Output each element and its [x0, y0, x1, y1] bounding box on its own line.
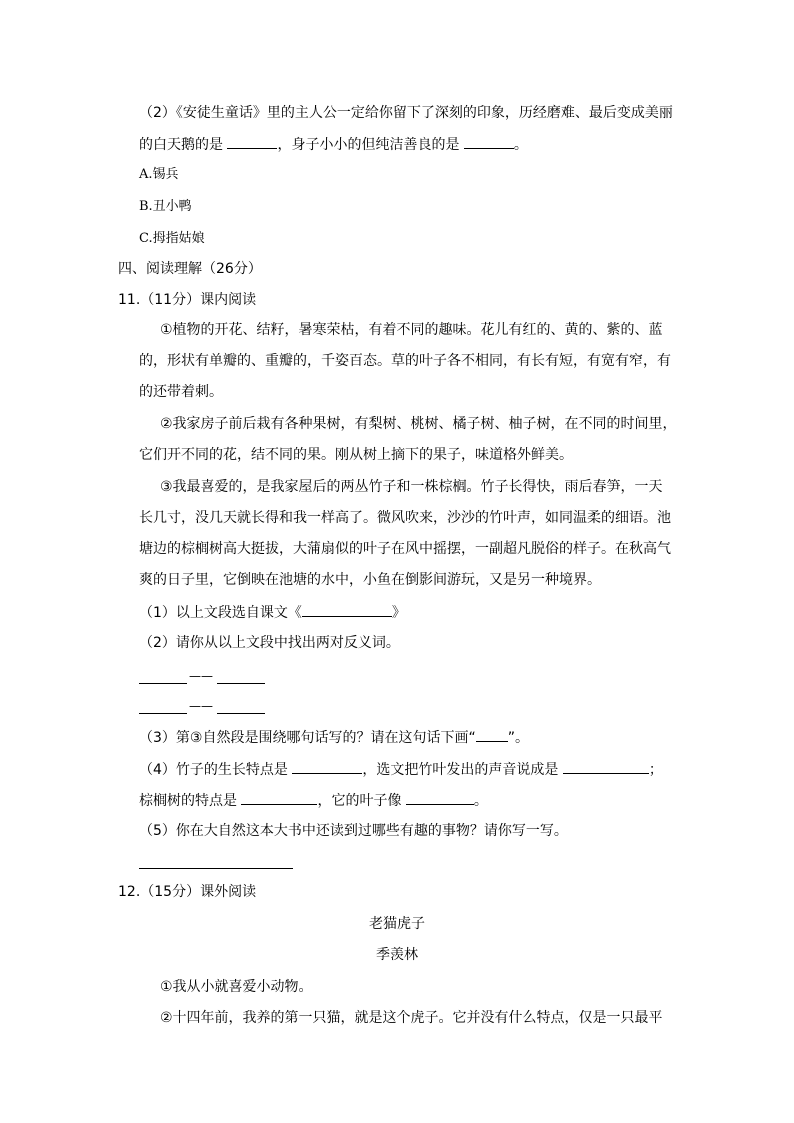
- passage-p1-line: 的还带着刺。: [139, 384, 223, 400]
- answer-blank[interactable]: [476, 727, 508, 742]
- answer-blank[interactable]: [227, 134, 277, 149]
- q2-text-b: ，身子小小的但纯洁善良的是: [277, 137, 464, 153]
- passage-p1-line: 的，形状有单瓣的、重瓣的，千姿百态。草的叶子各不相同，有长有短，有宽有窄，有: [139, 353, 671, 369]
- passage-p3-line: 塘边的棕榈树高大挺拔，大蒲扇似的叶子在风中摇摆，一副超凡脱俗的样子。在秋高气: [139, 541, 671, 557]
- section-title: 四、阅读理解（26分）: [118, 261, 262, 277]
- article-author: 季羡林: [376, 947, 418, 963]
- passage-p2-line: 它们开不同的花，结不同的果。刚从树上摘下的果子，味道格外鲜美。: [139, 447, 573, 463]
- q11-sub3: （3）第③自然段是围绕哪句话写的？请在这句话下画“ ”。: [139, 727, 529, 748]
- q11-heading: 11.（11分）课内阅读: [118, 292, 257, 308]
- q11-sub4-line2: 棕榈树的特点是 ，它的叶子像 。: [139, 790, 488, 811]
- passage-p2-line: ②我家房子前后栽有各种果树，有梨树、桃树、橘子树、柚子树，在不同的时间里，: [160, 416, 677, 432]
- passage-p1-line: ①植物的开花、结籽，暑寒荣枯，有着不同的趣味。花儿有红的、黄的、紫的、蓝: [160, 322, 663, 338]
- q11-sub1: （1）以上文段选自课文《 》: [139, 602, 406, 623]
- answer-blank[interactable]: [406, 790, 474, 805]
- answer-blank[interactable]: [139, 868, 293, 869]
- passage-p3-line: 爽的日子里，它倒映在池塘的水中，小鱼在倒影间游玩，又是另一种境界。: [139, 572, 601, 588]
- q2-text-a: 的白天鹅的是: [139, 137, 228, 153]
- q12-heading: 12.（15分）课外阅读: [118, 884, 257, 900]
- option-c: C.拇指姑娘: [139, 231, 205, 246]
- passage-p3-line: ③我最喜爱的，是我家屋后的两丛竹子和一株棕榈。竹子长得快，雨后春笋，一天: [160, 479, 663, 495]
- q11-sub5: （5）你在大自然这本大书中还读到过哪些有趣的事物？请你写一写。: [139, 823, 568, 839]
- answer-blank[interactable]: [464, 134, 514, 149]
- answer-blank[interactable]: [139, 683, 187, 684]
- answer-blank[interactable]: [217, 713, 265, 714]
- q11-sub2: （2）请你从以上文段中找出两对反义词。: [139, 635, 400, 651]
- dash: ——: [189, 669, 213, 683]
- q2-line1: （2）《安徒生童话》里的主人公一定给你留下了深刻的印象，历经磨难、最后变成美丽: [139, 105, 673, 121]
- article-p1: ①我从小就喜爱小动物。: [160, 979, 313, 995]
- q2-text-c: 。: [513, 137, 528, 153]
- answer-blank[interactable]: [217, 683, 265, 684]
- dash: ——: [189, 699, 213, 713]
- article-p2: ②十四年前，我养的第一只猫，就是这个虎子。它并没有什么特点，仅是一只最平: [160, 1010, 663, 1026]
- option-a: A.锡兵: [139, 167, 179, 182]
- article-title: 老猫虎子: [369, 916, 425, 932]
- answer-blank[interactable]: [139, 713, 187, 714]
- answer-blank[interactable]: [241, 790, 317, 805]
- answer-blank[interactable]: [563, 759, 649, 774]
- q11-sub4-line1: （4）竹子的生长特点是 ，选文把竹叶发出的声音说成是 ；: [139, 759, 663, 780]
- answer-blank[interactable]: [302, 602, 392, 617]
- answer-blank[interactable]: [292, 759, 362, 774]
- passage-p3-line: 长几寸，没几天就长得和我一样高了。微风吹来，沙沙的竹叶声，如同温柔的细语。池: [139, 510, 671, 526]
- q2-line2: [139, 134, 528, 155]
- option-b: B.丑小鸭: [139, 199, 192, 214]
